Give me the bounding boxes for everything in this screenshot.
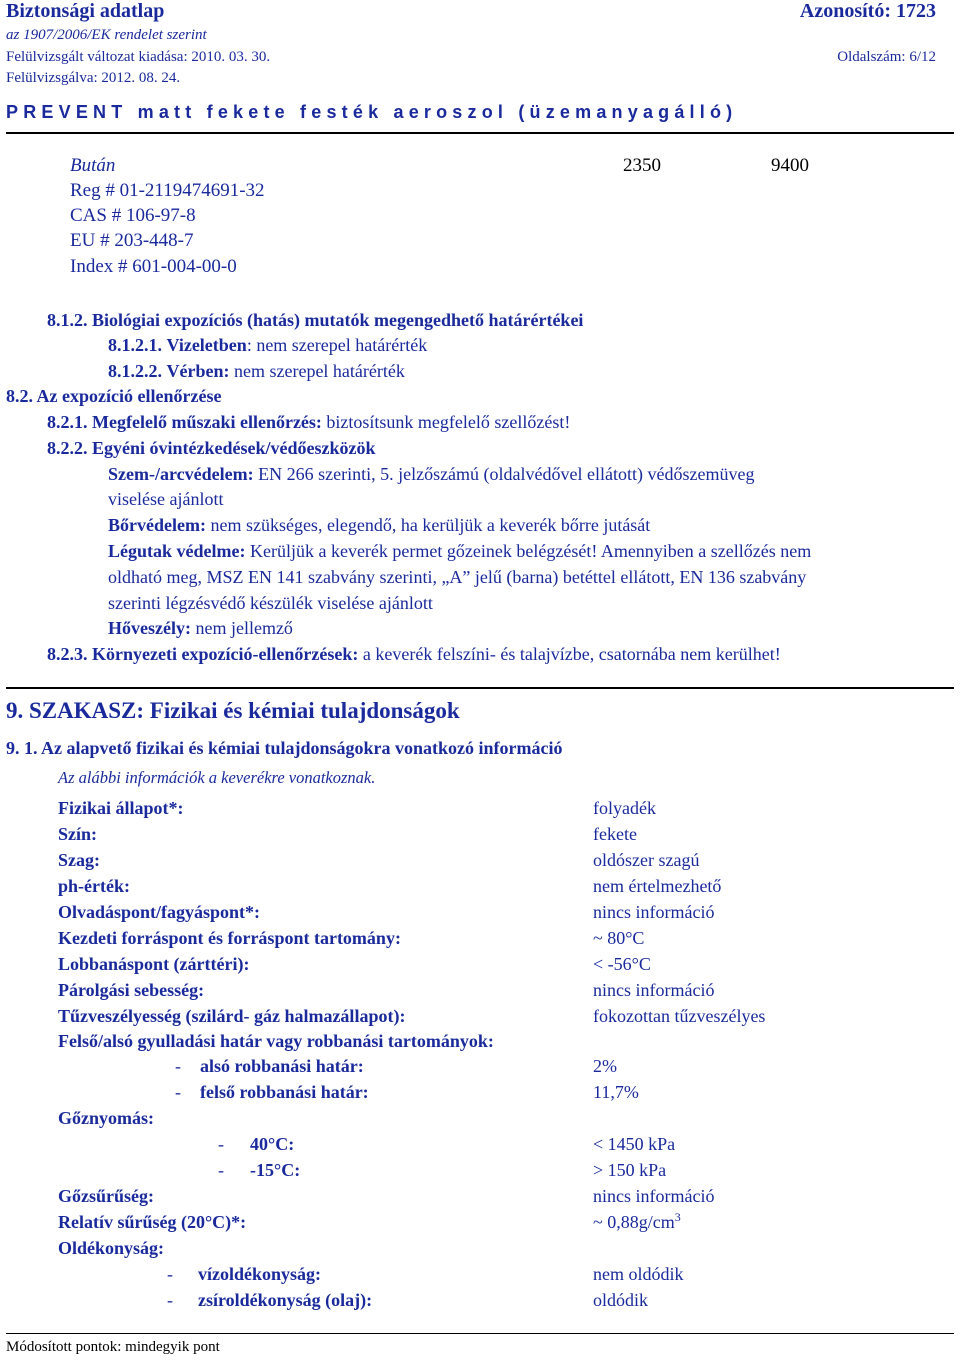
substance-index: Index # 601-004-00-0 bbox=[70, 256, 237, 277]
property-label: Szag: bbox=[58, 850, 100, 870]
property-label: Gőznyomás: bbox=[58, 1108, 154, 1128]
section-9-1 bbox=[6, 738, 563, 759]
property-label: vízoldékonyság: bbox=[198, 1264, 322, 1284]
property-label: Párolgási sebesség: bbox=[58, 980, 205, 1000]
property-label: Lobbanáspont (zárttéri): bbox=[58, 954, 250, 974]
property-value: oldódik bbox=[593, 1290, 649, 1310]
section-text: a keverék felszíni- és talajvízbe, csatornába nem kerülhet! bbox=[362, 644, 781, 664]
product-name: PREVENT matt fekete festék aeroszol (üzemanyagálló) bbox=[6, 102, 738, 122]
regulation-text: az 1907/2006/EK rendelet szerint bbox=[6, 27, 207, 43]
substance-reg: Reg # 01-2119474691-32 bbox=[70, 180, 265, 201]
property-value: fekete bbox=[593, 824, 637, 844]
section-8-2-3 bbox=[47, 644, 781, 665]
section-label: Vizeletben bbox=[166, 335, 247, 355]
property-label: 40°C: bbox=[250, 1134, 295, 1154]
eye-text-cont: viselése ajánlott bbox=[108, 489, 224, 509]
dash: - bbox=[218, 1134, 224, 1154]
property-value: folyadék bbox=[593, 798, 656, 818]
section-8-2-2 bbox=[47, 438, 376, 459]
footer-text: Módosított pontok: mindegyik pont bbox=[6, 1339, 220, 1355]
section-label: Megfelelő műszaki ellenőrzés: bbox=[92, 412, 322, 432]
heat-label: Hőveszély: bbox=[108, 618, 191, 638]
section-9-note: Az alábbi információk a keverékre vonatkoznak. bbox=[58, 768, 376, 787]
section-num: 9. 1. bbox=[6, 738, 38, 758]
resp-label: Légutak védelme: bbox=[108, 541, 246, 561]
property-label: Felső/alsó gyulladási határ vagy robbanási tartományok: bbox=[58, 1031, 494, 1051]
resp-text: Kerüljük a keverék permet gőzeinek belégzését! Amennyiben a szellőzés nem bbox=[249, 541, 812, 561]
revised-date: Felülvizsgálva: 2012. 08. 24. bbox=[6, 70, 181, 86]
page-number: Oldalszám: 6/12 bbox=[837, 49, 936, 65]
dash: - bbox=[167, 1290, 173, 1310]
dash: - bbox=[175, 1082, 181, 1102]
property-value: nincs információ bbox=[593, 1186, 715, 1206]
revised-version: Felülvizsgált változat kiadása: 2010. 03. 30. bbox=[6, 49, 271, 65]
substance-name: Bután bbox=[70, 155, 116, 176]
section-num: 8.1.2.2. bbox=[108, 361, 162, 381]
property-value: 2% bbox=[593, 1056, 617, 1076]
property-value-wrap bbox=[593, 1212, 681, 1233]
property-value: > 150 kPa bbox=[593, 1160, 667, 1180]
section-8-1-2-2 bbox=[108, 361, 405, 382]
property-value: nincs információ bbox=[593, 902, 715, 922]
property-label: Kezdeti forráspont és forráspont tartomány: bbox=[58, 928, 401, 948]
section-label: Vérben: bbox=[166, 361, 230, 381]
property-label: zsíroldékonyság (olaj): bbox=[198, 1290, 373, 1310]
section-title: Az expozíció ellenőrzése bbox=[36, 386, 222, 406]
dash: - bbox=[175, 1056, 181, 1076]
substance-eu: EU # 203-448-7 bbox=[70, 230, 194, 251]
property-value: ~ 80°C bbox=[593, 928, 645, 948]
skin-protection bbox=[108, 515, 650, 536]
property-value: oldószer szagú bbox=[593, 850, 700, 870]
substance-cas: CAS # 106-97-8 bbox=[70, 205, 196, 226]
property-value: < 1450 kPa bbox=[593, 1134, 676, 1154]
section-8-2 bbox=[6, 386, 221, 407]
footer-divider bbox=[6, 1333, 954, 1334]
property-label: ph-érték: bbox=[58, 876, 130, 896]
property-value: nem értelmezhető bbox=[593, 876, 722, 896]
property-value: < -56°C bbox=[593, 954, 651, 974]
property-value: ~ 0,88g/cm bbox=[593, 1212, 675, 1232]
section-text: nem szerepel határérték bbox=[233, 361, 405, 381]
property-label: felső robbanási határ: bbox=[200, 1082, 369, 1102]
property-label: Szín: bbox=[58, 824, 98, 844]
heat-hazard bbox=[108, 618, 293, 639]
property-value: 11,7% bbox=[593, 1082, 639, 1102]
section-title: Egyéni óvintézkedések/védőeszközök bbox=[92, 438, 376, 458]
section-num: 8.1.2.1. bbox=[108, 335, 162, 355]
dash: - bbox=[167, 1264, 173, 1284]
resp-text-cont-2: szerinti légzésvédő készülék viselése ajánlott bbox=[108, 593, 433, 613]
property-value: nincs információ bbox=[593, 980, 715, 1000]
property-value: fokozottan tűzveszélyes bbox=[593, 1006, 766, 1026]
property-label: Fizikai állapot*: bbox=[58, 798, 184, 818]
property-label: Relatív sűrűség (20°C)*: bbox=[58, 1212, 247, 1232]
section-9-title: 9. SZAKASZ: Fizikai és kémiai tulajdonságok bbox=[6, 698, 460, 723]
property-label: Olvadáspont/fagyáspont*: bbox=[58, 902, 261, 922]
section-8-1-2 bbox=[47, 310, 583, 331]
eye-text: EN 266 szerinti, 5. jelzőszámú (oldalvédővel ellátott) védőszemüveg bbox=[258, 464, 755, 484]
section-8-1-2-1 bbox=[108, 335, 427, 356]
respiratory-protection bbox=[108, 541, 811, 562]
section-title: Biológiai expozíciós (hatás) mutatók megengedhető határértékei bbox=[92, 310, 584, 330]
section-num: 8.2.3. bbox=[47, 644, 88, 664]
property-value: nem oldódik bbox=[593, 1264, 684, 1284]
section-8-2-1 bbox=[47, 412, 570, 433]
density-exponent: 3 bbox=[674, 1210, 681, 1224]
substance-value-2: 9400 bbox=[771, 155, 809, 176]
section-text: biztosítsunk megfelelő szellőzést! bbox=[326, 412, 571, 432]
skin-text: nem szükséges, elegendő, ha kerüljük a keverék bőrre jutását bbox=[210, 515, 651, 535]
section-num: 8.2. bbox=[6, 386, 33, 406]
document-title: Biztonsági adatlap bbox=[6, 0, 165, 22]
header-divider bbox=[6, 132, 954, 134]
property-label: -15°C: bbox=[250, 1160, 301, 1180]
section-num: 8.1.2. bbox=[47, 310, 88, 330]
substance-value-1: 2350 bbox=[623, 155, 661, 176]
resp-text-cont: oldható meg, MSZ EN 141 szabvány szerinti, „A” jelű (barna) betéttel ellátott, EN 136 szabvány bbox=[108, 567, 807, 587]
property-label: alsó robbanási határ: bbox=[200, 1056, 364, 1076]
document-id: Azonosító: 1723 bbox=[799, 0, 936, 22]
section-9-divider bbox=[6, 687, 954, 689]
eye-label: Szem-/arcvédelem: bbox=[108, 464, 254, 484]
dash: - bbox=[218, 1160, 224, 1180]
section-num: 8.2.1. bbox=[47, 412, 88, 432]
property-label: Gőzsűrűség: bbox=[58, 1186, 154, 1206]
section-num: 8.2.2. bbox=[47, 438, 88, 458]
eye-protection bbox=[108, 464, 754, 485]
section-label: Környezeti expozíció-ellenőrzések: bbox=[92, 644, 359, 664]
property-label: Tűzveszélyesség (szilárd- gáz halmazállapot): bbox=[58, 1006, 406, 1026]
section-text: : nem szerepel határérték bbox=[246, 335, 428, 355]
property-label: Oldékonyság: bbox=[58, 1238, 165, 1258]
heat-text: nem jellemző bbox=[195, 618, 293, 638]
skin-label: Bőrvédelem: bbox=[108, 515, 206, 535]
section-title: Az alapvető fizikai és kémiai tulajdonságokra vonatkozó információ bbox=[41, 738, 563, 758]
